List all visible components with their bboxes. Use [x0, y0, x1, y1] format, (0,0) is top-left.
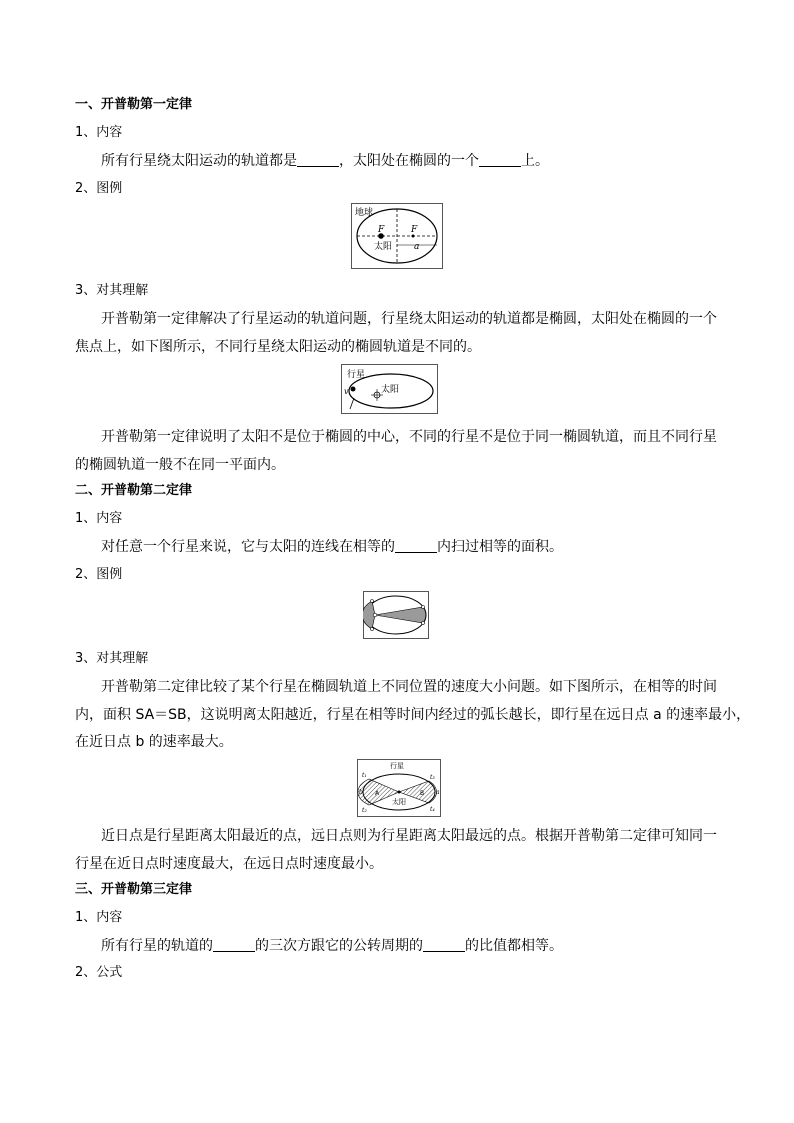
perihelion-label: b — [359, 789, 363, 796]
section2-heading: 二、开普勒第二定律 — [75, 483, 193, 498]
text-segment: 的比值都相等。 — [465, 938, 563, 954]
section1-understand-label: 3、对其理解 — [75, 283, 149, 298]
aphelion-label: a — [436, 789, 440, 796]
section2-para1-line2: 内，面积 SA＝SB，这说明离太阳越近，行星在相等时间内经过的弧长越长，即行星在远日点 a 的速率最小， — [75, 707, 751, 723]
figure-equal-area-sweep — [363, 591, 429, 639]
t2-label: t₂ — [362, 807, 367, 814]
figure-kepler-second-law — [357, 759, 441, 817]
sun-label: 太阳 — [374, 242, 393, 252]
area-a-label: A — [375, 790, 380, 797]
section1-content-text — [101, 152, 794, 170]
fill-in-blank — [213, 937, 255, 952]
figure-planet-orbit — [341, 364, 438, 414]
fill-in-blank — [395, 538, 437, 553]
text-segment: 的三次方跟它的公转周期的 — [255, 938, 423, 954]
text-segment: 所有行星的轨道的 — [101, 938, 213, 954]
section3-heading: 三、开普勒第三定律 — [75, 882, 193, 897]
section2-figure-label: 2、图例 — [75, 567, 123, 582]
text-segment: 内扫过相等的面积。 — [437, 539, 563, 555]
area-b-label: B — [420, 790, 425, 797]
section1-para2-line1: 开普勒第一定律说明了太阳不是位于椭圆的中心，不同的行星不是位于同一椭圆轨道，而且不同行星 — [101, 429, 717, 445]
section2-understand-label: 3、对其理解 — [75, 651, 149, 666]
text-segment: 所有行星绕太阳运动的轨道都是 — [101, 153, 297, 169]
section2-para1-line1: 开普勒第二定律比较了某个行星在椭圆轨道上不同位置的速度大小问题。如下图所示，在相等的时间 — [101, 679, 717, 695]
section3-content-text — [101, 937, 794, 955]
section1-figure-label: 2、图例 — [75, 181, 123, 196]
earth-label: 地球 — [355, 208, 374, 218]
section1-para2-line2: 的椭圆轨道一般不在同一平面内。 — [75, 457, 285, 473]
focus2-label: F — [411, 225, 418, 235]
sun-label: 太阳 — [381, 385, 400, 395]
sun-label: 太阳 — [392, 798, 406, 806]
section2-para2-line2: 行星在近日点时速度最大，在远日点时速度最小。 — [75, 856, 383, 872]
section2-para2-line1: 近日点是行星距离太阳最近的点，远日点则为行星距离太阳最远的点。根据开普勒第二定律可知同一 — [101, 828, 717, 844]
figure-ellipse-orbit-earth — [351, 203, 443, 269]
section1-content-label: 1、内容 — [75, 125, 123, 140]
velocity-label: v — [344, 387, 349, 396]
fill-in-blank — [423, 937, 465, 952]
section2-content-text — [101, 538, 794, 556]
section2-para1-line3: 在近日点 b 的速率最大。 — [75, 734, 233, 750]
planet-label: 行星 — [390, 762, 404, 770]
section1-para1-line2: 焦点上，如下图所示，不同行星绕太阳运动的椭圆轨道是不同的。 — [75, 339, 481, 355]
text-segment: 上。 — [521, 153, 549, 169]
focus1-label: F — [378, 225, 385, 235]
semi-major-axis-label: a — [414, 242, 420, 252]
text-segment: 对任意一个行星来说，它与太阳的连线在相等的 — [101, 539, 395, 555]
section3-content-label: 1、内容 — [75, 910, 123, 925]
section1-para1-line1: 开普勒第一定律解决了行星运动的轨道问题，行星绕太阳运动的轨道都是椭圆，太阳处在椭圆的一个 — [101, 311, 717, 327]
planet-label: 行星 — [347, 370, 366, 380]
section3-formula-label: 2、公式 — [75, 965, 123, 980]
t1-label: t₁ — [362, 772, 367, 779]
text-segment: ，太阳处在椭圆的一个 — [339, 153, 479, 169]
fill-in-blank — [479, 152, 521, 167]
t4-label: t₄ — [430, 806, 435, 813]
fill-in-blank — [297, 152, 339, 167]
section1-heading: 一、开普勒第一定律 — [75, 97, 193, 112]
t3-label: t₃ — [430, 774, 435, 781]
section2-content-label: 1、内容 — [75, 511, 123, 526]
